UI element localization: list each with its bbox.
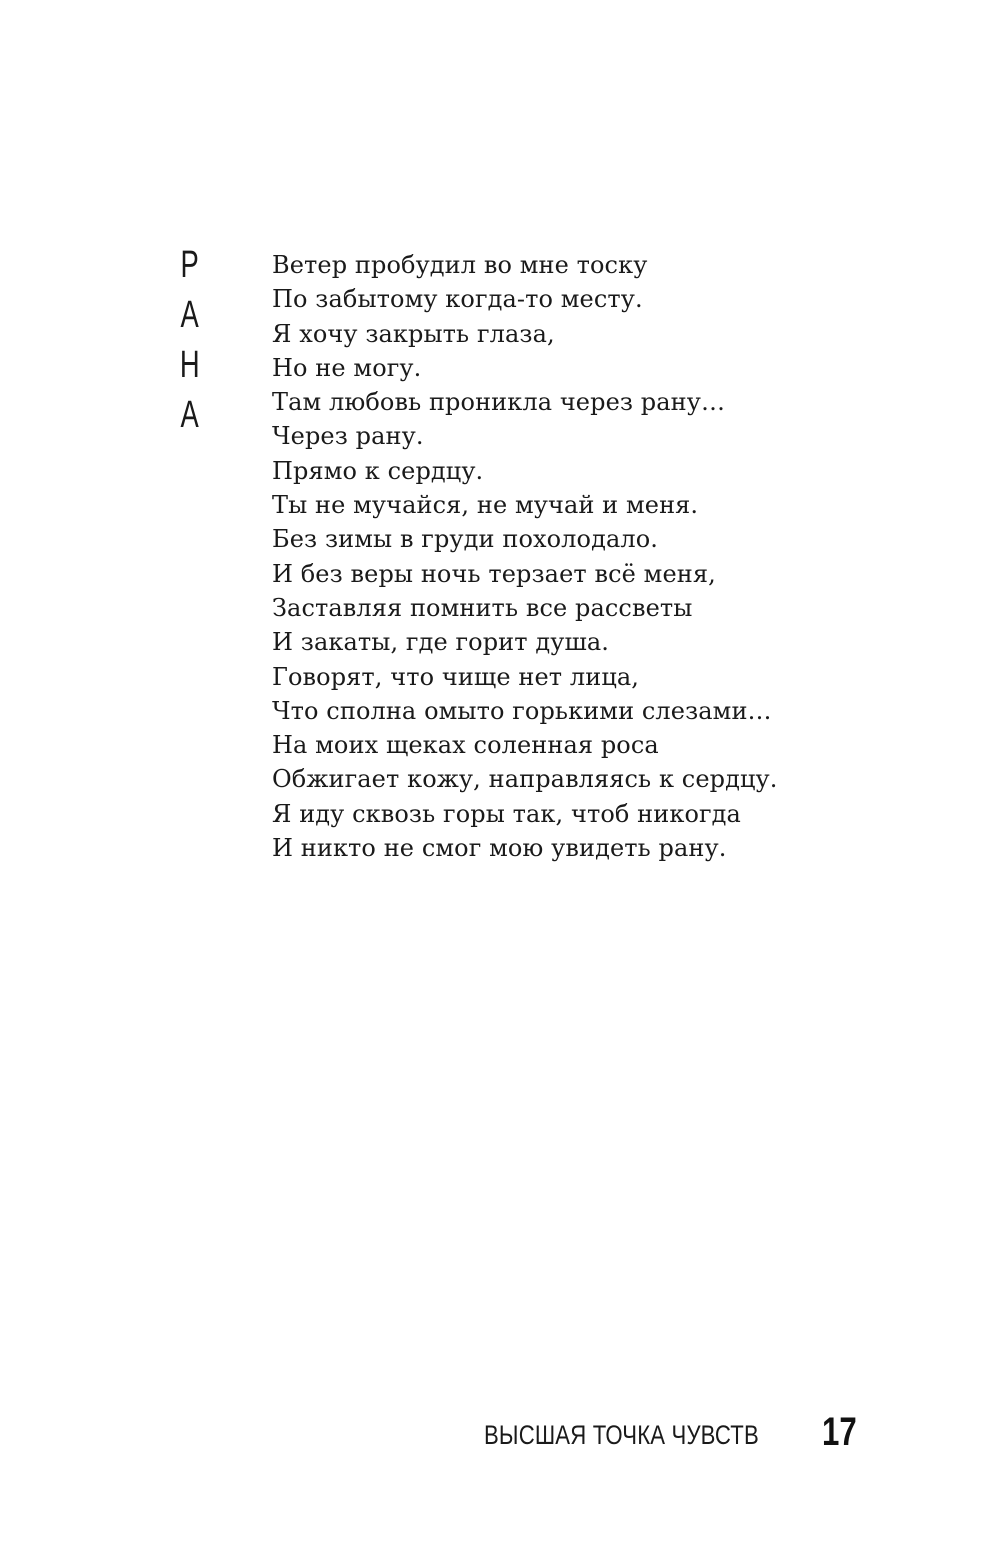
poem-line: Прямо к сердцу. bbox=[272, 456, 484, 485]
poem-title-letter: А bbox=[180, 394, 200, 436]
poem-line: По забытому когда-то месту. bbox=[272, 285, 643, 314]
page-footer bbox=[0, 1408, 1000, 1458]
poem-line: Ветер пробудил во мне тоску bbox=[272, 251, 648, 279]
poem-line: Через рану. bbox=[272, 422, 424, 451]
poem-line: Там любовь проникла через рану… bbox=[272, 388, 726, 417]
poem-line: И закаты, где горит душа. bbox=[272, 628, 610, 657]
poem-line: И никто не смог мою увидеть рану. bbox=[272, 834, 727, 863]
poem-line: И без веры ночь терзает всё меня, bbox=[272, 559, 716, 588]
running-title: ВЫСШАЯ ТОЧКА ЧУВСТВ bbox=[484, 1420, 759, 1450]
poem-title-vertical bbox=[168, 240, 212, 440]
poem-line: Без зимы в груди похолодало. bbox=[272, 525, 658, 554]
page-number: 17 bbox=[822, 1410, 857, 1454]
poem-line: Ты не мучайся, не мучай и меня. bbox=[272, 491, 699, 520]
poem-title-letter: А bbox=[180, 294, 200, 336]
poem-body bbox=[272, 248, 912, 865]
poem-line: Но не могу. bbox=[272, 353, 422, 382]
poem-line: На моих щеках соленная роса bbox=[272, 731, 659, 760]
poem-line: Я хочу закрыть глаза, bbox=[272, 319, 555, 348]
poem-title-letter: Р bbox=[180, 244, 200, 286]
poem-line: Обжигает кожу, направляясь к сердцу. bbox=[272, 765, 778, 794]
poem-line: Я иду сквозь горы так, чтоб никогда bbox=[272, 799, 741, 828]
poem-line: Что сполна омыто горькими слезами… bbox=[272, 696, 772, 725]
poem-title-letter: Н bbox=[180, 344, 200, 386]
poem-line: Заставляя помнить все рассветы bbox=[272, 593, 693, 622]
poem-line: Говорят, что чище нет лица, bbox=[272, 662, 639, 691]
